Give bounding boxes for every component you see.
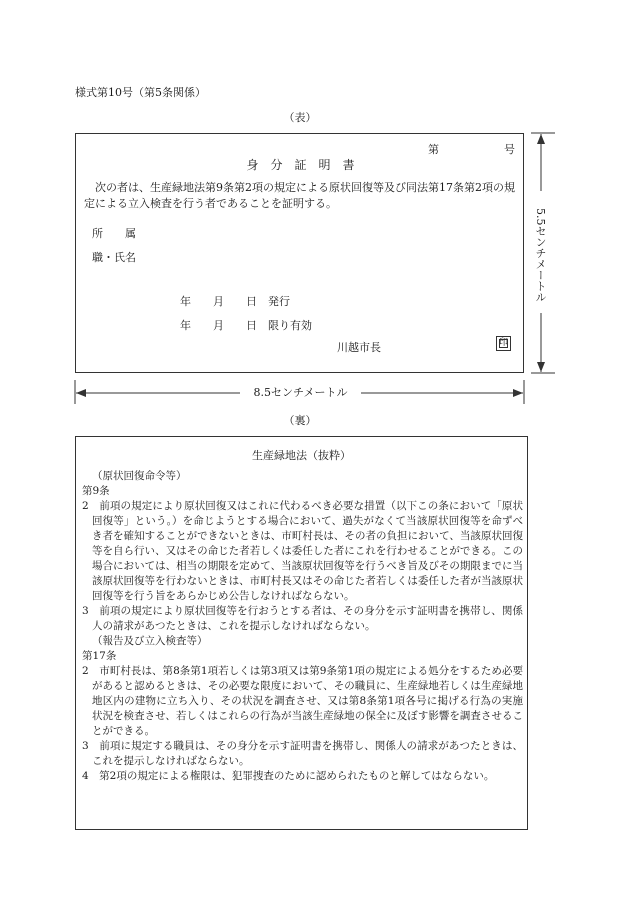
valid-date: 年 月 日 限り有効 — [180, 319, 312, 332]
statute-excerpt — [82, 469, 523, 784]
issuer: 川越市長 — [337, 341, 381, 354]
certificate-body: 次の者は、生産緑地法第9条第2項の規定による原状回復等及び同法第17条第2項の規定による立入検査を行う者であることを証明する。 — [84, 181, 515, 210]
section-heading: （報告及び立入検査等） — [92, 635, 208, 647]
height-dimension-label: 5.5センチメートル — [534, 207, 547, 303]
paragraph: 4 第2項の規定による権限は、犯罪捜査のために認められたものと解してはならない。 — [82, 770, 495, 782]
name-label: 職・氏名 — [92, 251, 136, 264]
width-dimension-label: 8.5センチメートル — [253, 386, 348, 399]
section-heading: （原状回復命令等） — [92, 470, 187, 482]
paragraph: 2 前項の規定により原状回復又はこれに代わるべき必要な措置（以下この条において「原状回復等」という。）を命じようとする場合において、過失がなくて当該原状回復等を命ずべき者を確知することができないときは、市町村長は、その者の負担において、当該原状回復等を自ら行い、又はその命じた者若しくは委任した者にこれを行わせることができる。この場合においては、相当の期限を定めて、当該原状回復等を行うべき旨及びその期限までに当該原状回復等を行わないときは、市町村長又はその命じた者若しくは委任した者が当該原状回復等を行う旨をあらかじめ公告しなければならない。 — [82, 500, 523, 602]
back-side-label: （裏） — [283, 414, 317, 427]
height-arrow-down — [537, 362, 545, 372]
certificate-title: 身 分 証 明 書 — [246, 158, 355, 172]
paragraph: 3 前項に規定する職員は、その身分を示す証明書を携帯し、関係人の請求があつたときは、これを提示しなければならない。 — [82, 740, 523, 767]
article-number: 第9条 — [82, 485, 110, 497]
article-number: 第17条 — [82, 650, 117, 662]
issue-date: 年 月 日 発行 — [180, 295, 290, 308]
paragraph: 3 前項の規定により原状回復等を行おうとする者は、その身分を示す証明書を携帯し、関係人の請求があつたときは、これを提示しなければならない。 — [82, 605, 523, 632]
paragraph: 2 市町村長は、第8条第1項若しくは第3項又は第9条第1項の規定による処分をするため必要があると認めるときは、その必要な限度において、その職員に、生産緑地若しくは生産緑地地区内の建物に立ち入り、その状況を調査させ、又は第8条第1項各号に掲げる行為の実施状況を検査させ、若しくはこれらの行為が当該生産緑地の保全に及ぼす影響を調査させることができる。 — [82, 665, 523, 737]
height-arrow-up — [537, 134, 545, 144]
number-dai: 第 — [428, 143, 439, 156]
form-label: 様式第10号（第5条関係） — [75, 86, 206, 99]
back-title: 生産緑地法（抜粋） — [252, 449, 351, 462]
width-arrow-left — [76, 389, 86, 397]
back-card — [75, 436, 528, 830]
width-arrow-right — [513, 389, 523, 397]
number-go: 号 — [504, 143, 515, 156]
front-side-label: （表） — [283, 111, 317, 124]
seal-label: 印 — [498, 338, 508, 348]
affiliation-label: 所 属 — [92, 227, 136, 240]
